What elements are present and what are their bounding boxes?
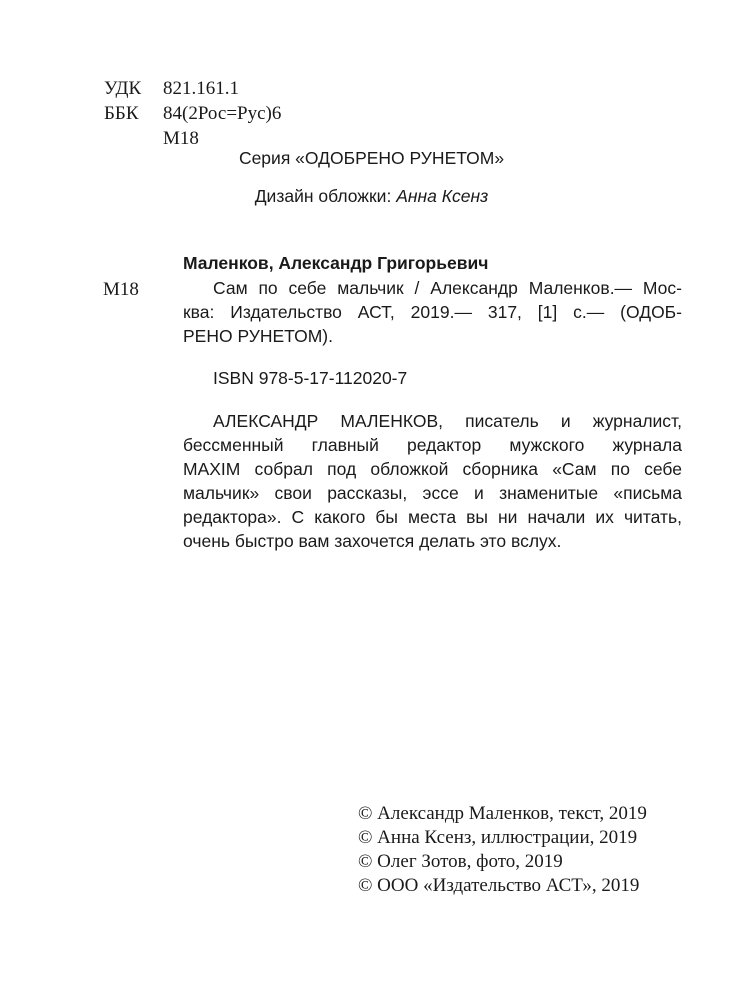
annotation-line-2: бессменный главный редактор мужского журнала bbox=[183, 435, 682, 455]
series-line bbox=[0, 148, 743, 169]
classification-block bbox=[104, 78, 304, 158]
annotation-line-4: мальчик» свои рассказы, эссе и знаменитые «письма bbox=[183, 483, 682, 503]
author-heading: Маленков, Александр Григорьевич bbox=[183, 253, 489, 273]
annotation-line-1: АЛЕКСАНДР МАЛЕНКОВ, писатель и журналист, bbox=[213, 411, 682, 431]
copyright-line: © Александр Маленков, текст, 2019 bbox=[358, 803, 647, 824]
margin-author-mark: М18 bbox=[103, 279, 139, 300]
description-line-1: Сам по себе мальчик / Александр Маленков.— Мос- bbox=[213, 278, 682, 298]
copyright-line: © Олег Зотов, фото, 2019 bbox=[358, 851, 563, 872]
annotation-line-5: редактора». С какого бы места вы ни начали их читать, bbox=[183, 507, 682, 527]
bbk-value: 84(2Рос=Рус)6 bbox=[163, 103, 282, 124]
author-mark: М18 bbox=[163, 128, 199, 149]
cover-design-label: Дизайн обложки: bbox=[254, 186, 392, 206]
copyright-line: © ООО «Издательство АСТ», 2019 bbox=[358, 875, 640, 896]
udk-label: УДК bbox=[104, 78, 142, 99]
udk-value: 821.161.1 bbox=[163, 78, 239, 99]
annotation-line-6: очень быстро вам захочется делать это вслух. bbox=[183, 531, 562, 551]
series-text: Серия «ОДОБРЕНО РУНЕТОМ» bbox=[238, 148, 505, 168]
copyright-line: © Анна Ксенз, иллюстрации, 2019 bbox=[358, 827, 638, 848]
annotation-line-3: MAXIM собрал под обложкой сборника «Сам по себе bbox=[183, 459, 682, 479]
bbk-label: ББК bbox=[104, 103, 139, 124]
description-line-3: РЕНО РУНЕТОМ). bbox=[183, 326, 333, 346]
cover-design-line bbox=[0, 186, 743, 207]
isbn: ISBN 978-5-17-112020-7 bbox=[213, 368, 408, 388]
cover-designer-name: Анна Ксенз bbox=[396, 186, 489, 206]
description-line-2: ква: Издательство АСТ, 2019.— 317, [1] с.— (ОДОБ- bbox=[183, 302, 682, 322]
